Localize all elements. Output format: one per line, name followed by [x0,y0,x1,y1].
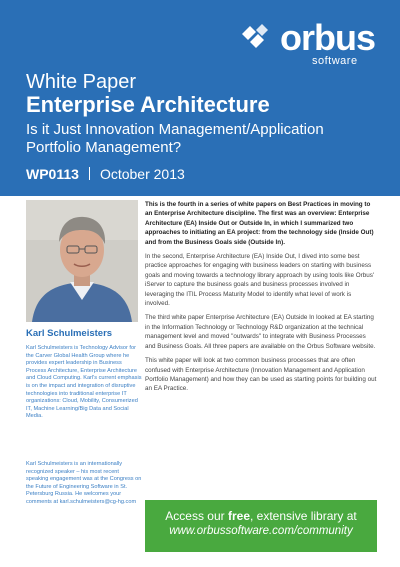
document-type: White Paper [26,71,137,93]
page-title: Enterprise Architecture [26,92,270,117]
page-subtitle: Is it Just Innovation Management/Application Portfolio Management? [26,121,324,156]
promo-prefix: Access our [165,509,228,523]
lead-paragraph: This is the fourth in a series of white papers on Best Practices in moving to an Enterprise Architecture discipline. The first was an overview: Enterprise Architecture (EA) Inside Out or Outside In, in which I summarized two approaches to initiating an EA project: from the technology side (Inside Out) and from the Business Goals side (Outside In). [145,201,374,246]
main-content [145,200,377,399]
document-meta [26,166,185,182]
paragraph-4: This white paper will look at two common business processes that are often confused with Enterprise Architecture (Innovation Management and Application Portfolio Management) and how they can be used as starting points for building out an EA Practice. [145,357,377,393]
orbus-logo[interactable] [242,18,382,68]
logo-wordmark: orbus [280,17,376,58]
promo-suffix: , extensive library at [250,509,357,523]
meta-divider [89,167,90,180]
paragraph-2: In the second, Enterprise Architecture (EA) Inside Out, I dived into some best practice approaches for engaging with business leaders on starting with business goals and moving towards a technology library approach by using tools like Orbus' iServer to capture the business goals and business processes involved in leveraging the ITIL Process Maturity Model to identify what level of work is involved. [145,253,375,308]
document-code: WP0113 [26,166,79,182]
paragraph-3: The third white paper Enterprise Architecture (EA) Outside In looked at EA starting in the Information Technology or Technology R&D organization at the technical management level and moved "outwards" to integrate with Business Processes and Business Goals. All three papers are available on the Orbus Software website. [145,314,376,350]
author-name: Karl Schulmeisters [26,328,113,339]
author-portrait-image [26,200,138,322]
promo-url-link[interactable]: www.orbussoftware.com/community [169,525,353,537]
promo-text [145,509,377,524]
author-bio-speaker: Karl Schulmeisters is an internationally recognized speaker – his most recent speaking engagement was at the Congress on the Future of Engineering Software in St. Petersburg Russia. He welcomes your comments at karl.schulmeisters@cg-hg.com [26,461,142,505]
library-promo-banner[interactable] [145,500,377,552]
header-banner [0,0,400,196]
document-date: October 2013 [99,166,185,182]
promo-emphasis: free [227,509,250,523]
author-photo [26,200,138,322]
logo-subtitle: software [312,55,358,67]
orbus-logo-icon [242,24,274,54]
author-bio: Karl Schulmeisters is Technology Advisor for the Carver Global Health Group where he provides expert leadership in Business Process Architecture, Enterprise Architecture and Cloud Computing. Karl's current emphasis is on the impact and integration of disruptive technologies into traditional enterprise IT organizations: Cloud, Mobility, Consumerized IT, Machine Learning/Big Data and Social Media. [26,345,142,420]
